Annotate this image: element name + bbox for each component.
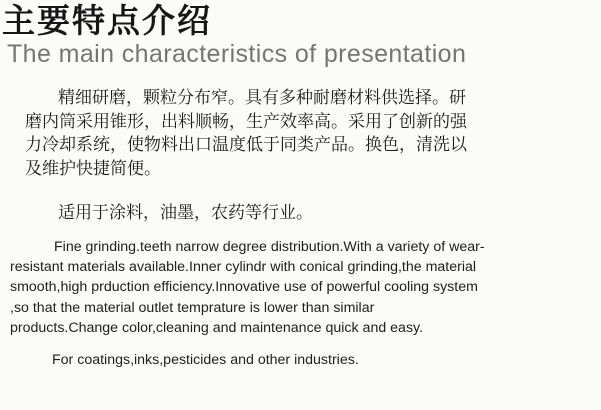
english-paragraph-line: ,so that the material outlet temprature is lower than similar: [10, 299, 375, 316]
chinese-usage-line: 适用于涂料，油墨，农药等行业。: [58, 203, 313, 223]
chinese-paragraph-line: 力冷却系统，使物料出口温度低于同类产品。换色，清洗以: [25, 135, 467, 156]
english-paragraph-line: resistant materials available.Inner cylindr with conical grinding,the material: [10, 259, 477, 276]
chinese-heading: 主要特点介绍: [2, 1, 212, 40]
english-paragraph-line: smooth,high prduction efficiency.Innovative use of powerful cooling system: [10, 279, 478, 296]
english-paragraph: [10, 237, 596, 338]
english-paragraph-line: Fine grinding.teeth narrow degree distribution.With a variety of wear-: [54, 239, 485, 255]
english-heading: The main characteristics of presentation: [7, 40, 467, 68]
chinese-paragraph-line: 精细研磨，颗粒分布窄。具有多种耐磨材料供选择。研: [58, 88, 466, 108]
english-paragraph-line: products.Change color,cleaning and maintenance quick and easy.: [10, 319, 424, 336]
chinese-paragraph-line: 及维护快捷简便。: [25, 158, 161, 179]
chinese-paragraph: [25, 87, 597, 181]
chinese-paragraph-line: 磨内筒采用锥形，出料顺畅，生产效率高。采用了创新的强: [25, 111, 467, 132]
english-usage-line: For coatings,inks,pesticides and other industries.: [52, 352, 359, 368]
